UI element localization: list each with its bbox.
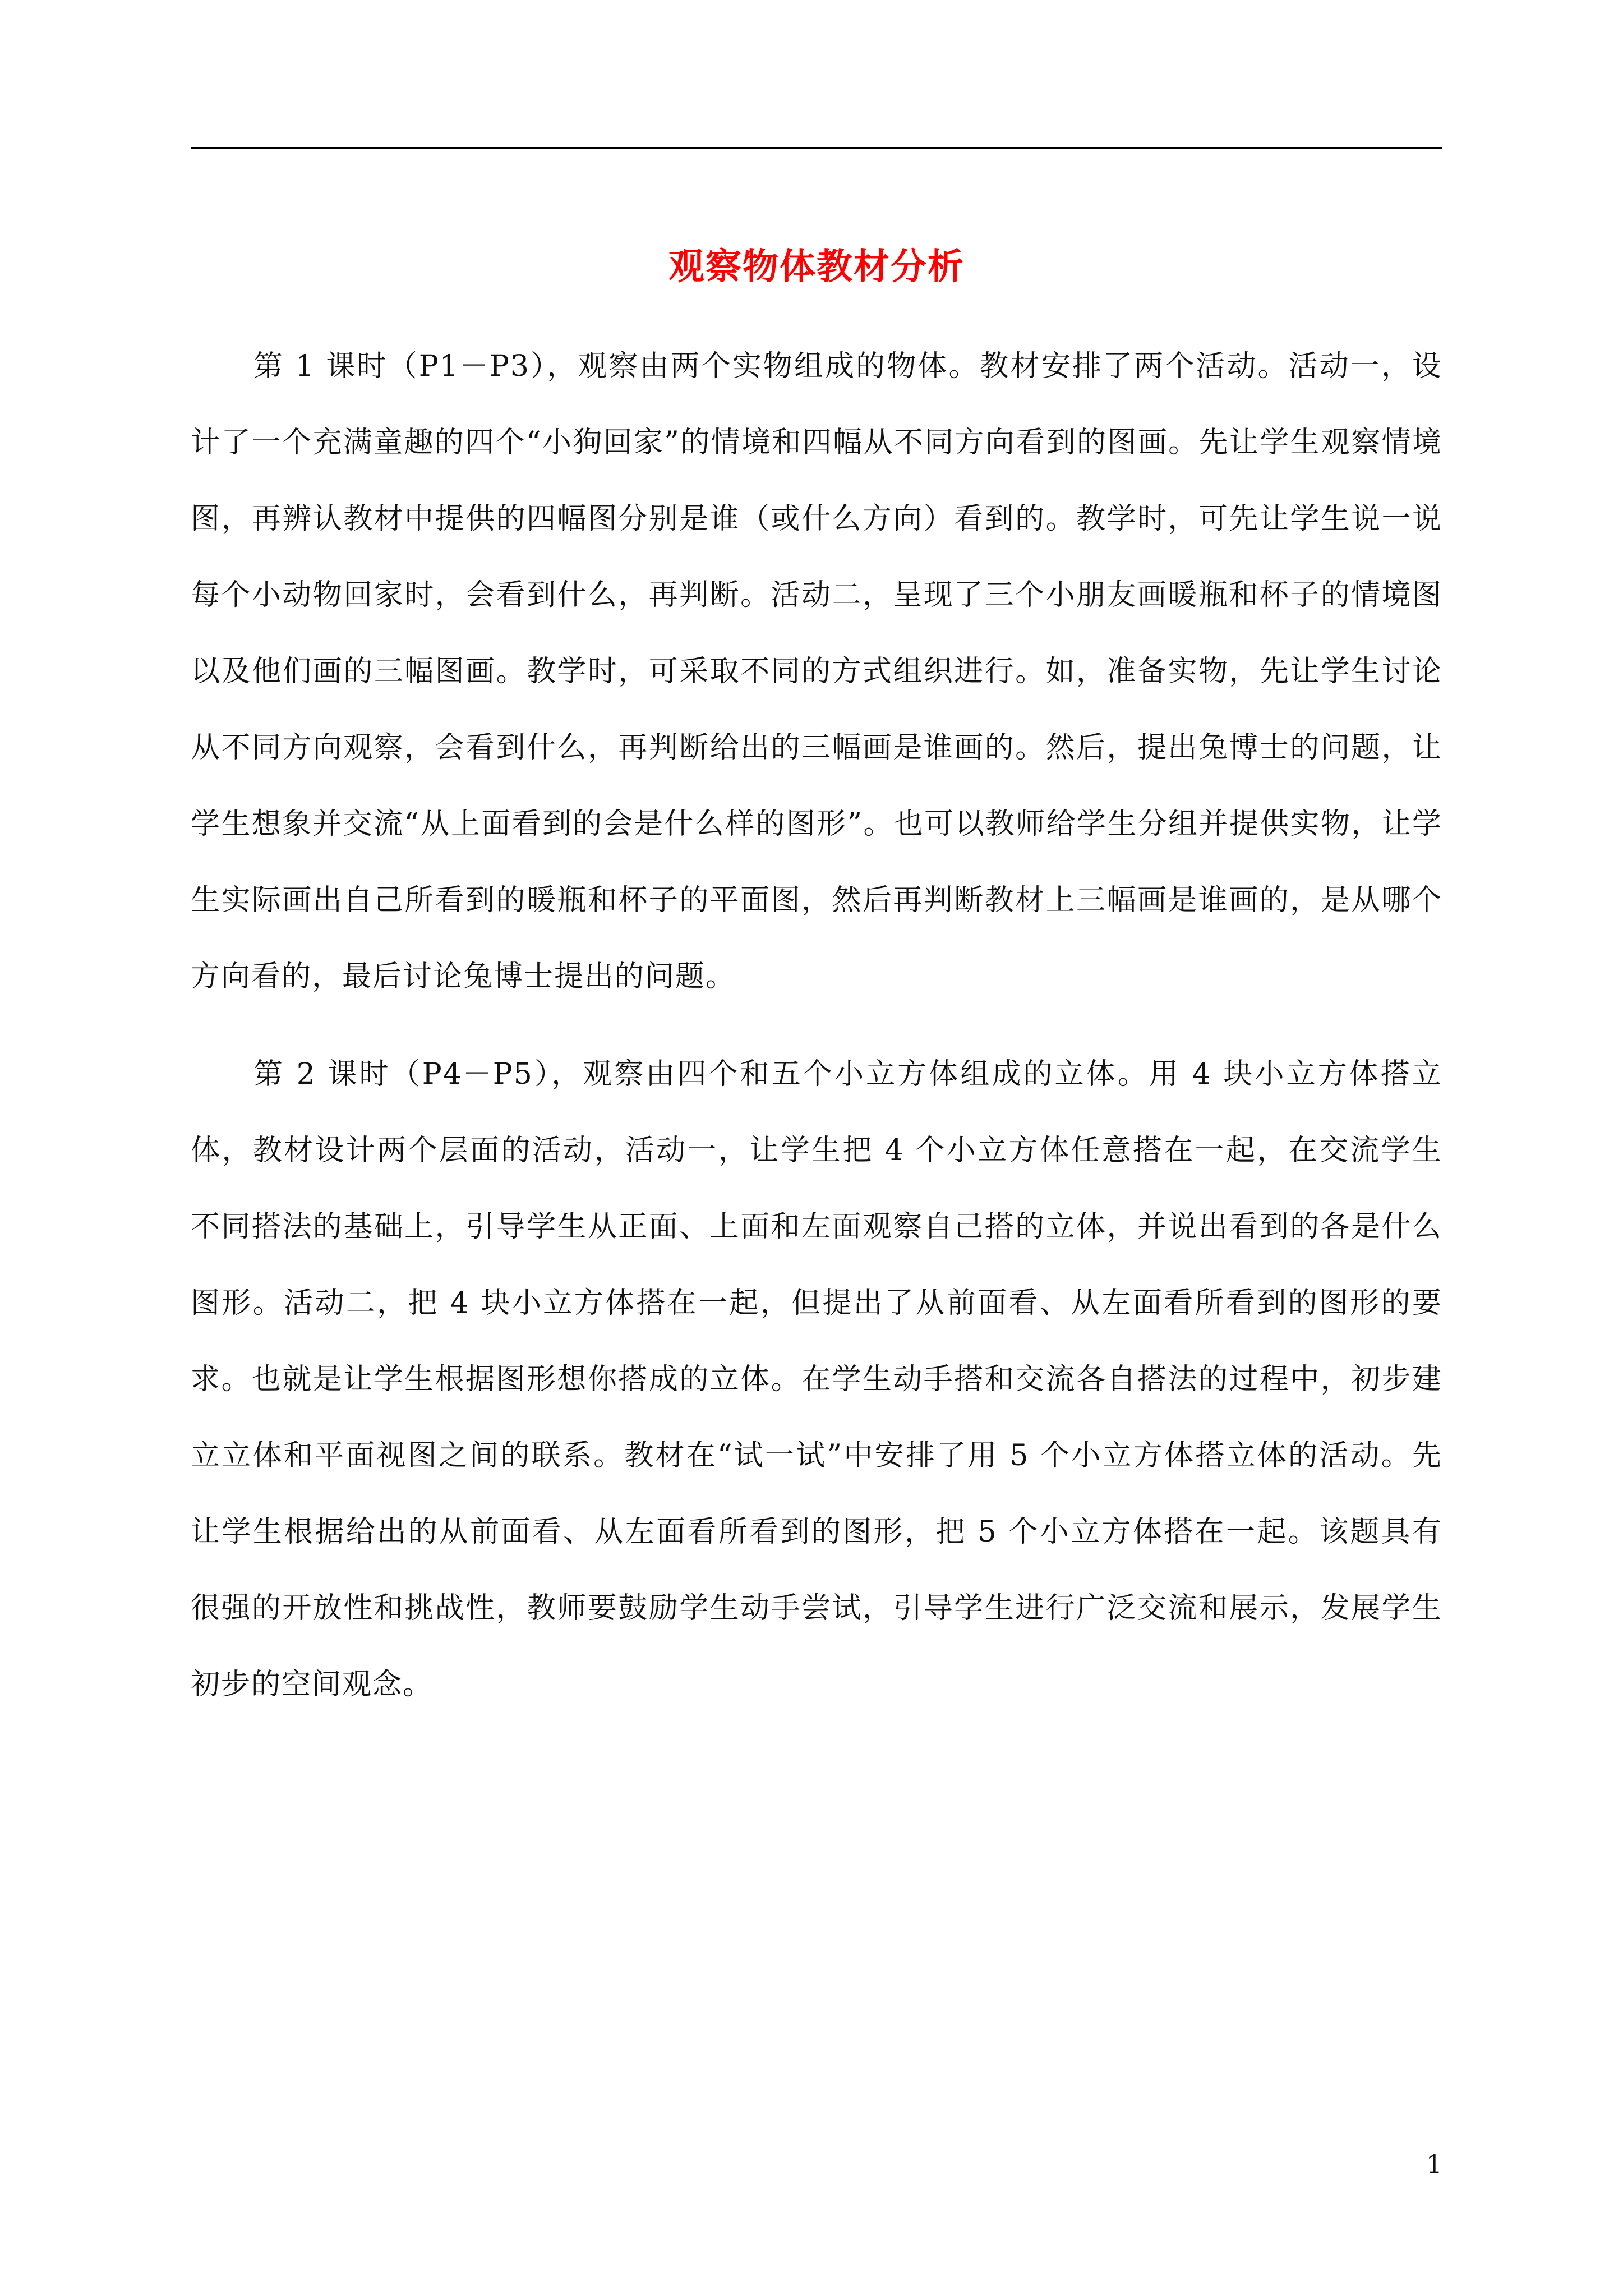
document-title: 观察物体教材分析 [668, 245, 965, 288]
header-rule [191, 147, 1442, 149]
paragraph-lesson-2: 第 2 课时（P4－P5），观察由四个和五个小立方体组成的立体。用 4 块小立方体搭立体，教材设计两个层面的活动，活动一，让学生把 4 个小立方体任意搭在一起，在交流学生不同搭法的基础上，引导学生从正面、上面和左面观察自己搭的立体，并说出看到的各是什么图形。活动二，把 4 块小立方体搭在一起，但提出了从前面看、从左面看所看到的图形的要求。也就是让学生根据图形想你搭成的立体。在学生动手搭和交流各自搭法的过程中，初步建立立体和平面视图之间的联系。教材在“试一试”中安排了用 5 个小立方体搭立体的活动。先让学生根据给出的从前面看、从左面看所看到的图形，把 5 个小立方体搭在一起。该题具有很强的开放性和挑战性，教师要鼓励学生动手尝试，引导学生进行广泛交流和展示，发展学生初步的空间观念。 [191, 1057, 1442, 1701]
document-body [191, 328, 1442, 1744]
paragraph-lesson-1: 第 1 课时（P1－P3），观察由两个实物组成的物体。教材安排了两个活动。活动一，设计了一个充满童趣的四个“小狗回家”的情境和四幅从不同方向看到的图画。先让学生观察情境图，再辨认教材中提供的四幅图分别是谁（或什么方向）看到的。教学时，可先让学生说一说每个小动物回家时，会看到什么，再判断。活动二，呈现了三个小朋友画暖瓶和杯子的情境图以及他们画的三幅图画。教学时，可采取不同的方式组织进行。如，准备实物，先让学生讨论从不同方向观察，会看到什么，再判断给出的三幅画是谁画的。然后，提出兔博士的问题，让学生想象并交流“从上面看到的会是什么样的图形”。也可以教师给学生分组并提供实物，让学生实际画出自己所看到的暖瓶和杯子的平面图，然后再判断教材上三幅画是谁画的，是从哪个方向看的，最后讨论兔博士提出的问题。 [191, 349, 1442, 993]
page-number: 1 [1426, 2149, 1442, 2179]
